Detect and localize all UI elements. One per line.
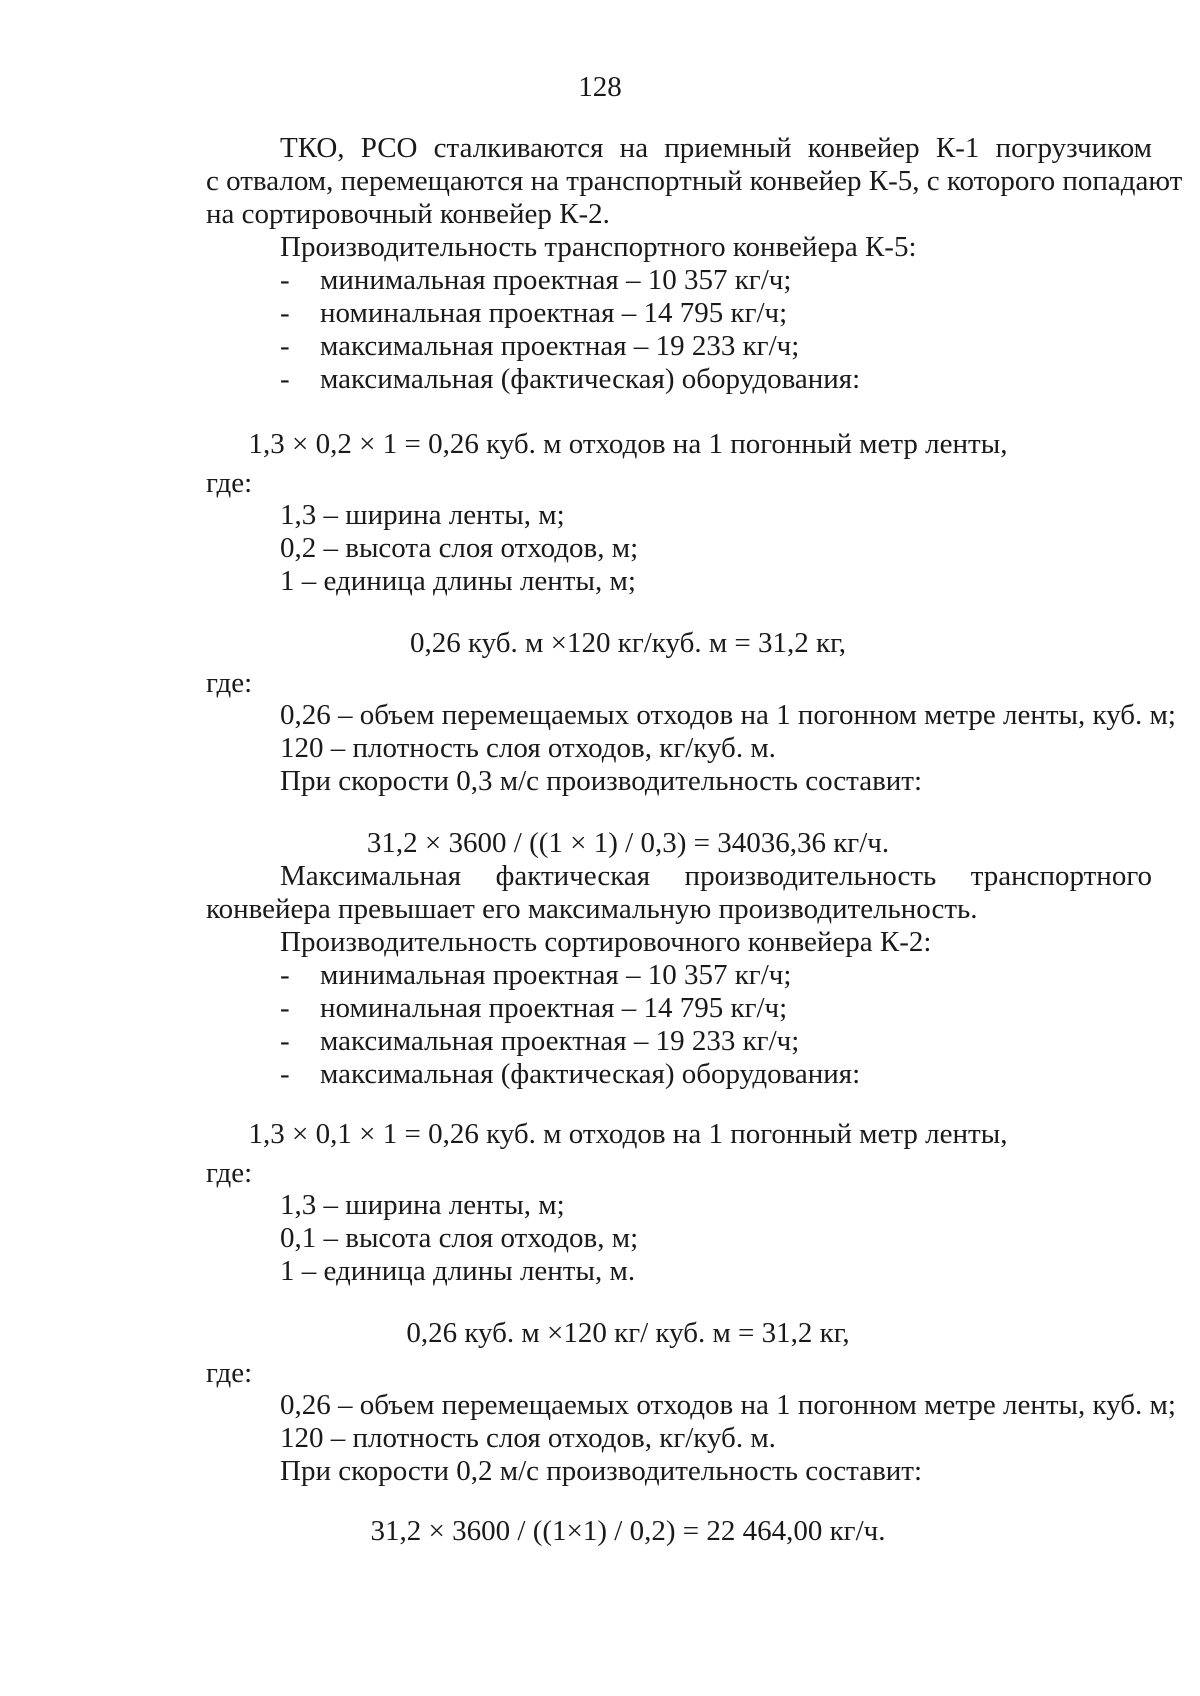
definition-line: 1,3 – ширина ленты, м; bbox=[280, 499, 565, 531]
list-item: - номинальная проектная – 14 795 кг/ч; bbox=[280, 992, 788, 1024]
formula: 0,26 куб. м ×120 кг/куб. м = 31,2 кг, bbox=[409, 627, 847, 659]
list-item: - максимальная проектная – 19 233 кг/ч; bbox=[280, 1025, 800, 1057]
paragraph-line: конвейера превышает его максимальную производительность. bbox=[206, 893, 978, 925]
definition-line: 120 – плотность слоя отходов, кг/куб. м. bbox=[280, 732, 776, 764]
list-item: - минимальная проектная – 10 357 кг/ч; bbox=[280, 264, 792, 296]
definition-line: 0,1 – высота слоя отходов, м; bbox=[280, 1222, 639, 1254]
formula: 0,26 куб. м ×120 кг/ куб. м = 31,2 кг, bbox=[406, 1317, 850, 1349]
list-item: - максимальная (фактическая) оборудования: bbox=[280, 1058, 861, 1090]
formula: 31,2 × 3600 / ((1 × 1) / 0,3) = 34036,36 кг/ч. bbox=[366, 827, 890, 859]
formula: 1,3 × 0,1 × 1 = 0,26 куб. м отходов на 1 погонный метр ленты, bbox=[248, 1118, 1008, 1150]
paragraph-line: на сортировочный конвейер К-2. bbox=[206, 198, 610, 230]
section-heading-k2: Производительность сортировочного конвейера К-2: bbox=[280, 926, 932, 958]
definition-line: При скорости 0,3 м/с производительность составит: bbox=[280, 765, 923, 797]
paragraph-line: Максимальная фактическая производительность транспортного bbox=[280, 860, 1152, 892]
formula: 31,2 × 3600 / ((1×1) / 0,2) = 22 464,00 кг/ч. bbox=[370, 1515, 886, 1547]
formula: 1,3 × 0,2 × 1 = 0,26 куб. м отходов на 1 погонный метр ленты, bbox=[248, 428, 1008, 460]
definition-line: 1 – единица длины ленты, м; bbox=[280, 565, 636, 597]
list-item: - максимальная (фактическая) оборудования: bbox=[280, 363, 861, 395]
definition-line: 0,2 – высота слоя отходов, м; bbox=[280, 532, 639, 564]
definition-line: 1 – единица длины ленты, м. bbox=[280, 1255, 636, 1287]
paragraph-line: с отвалом, перемещаются на транспортный конвейер К-5, с которого попадают bbox=[206, 165, 1183, 197]
definition-line: 0,26 – объем перемещаемых отходов на 1 погонном метре ленты, куб. м; bbox=[280, 699, 1176, 731]
definition-line: 0,26 – объем перемещаемых отходов на 1 погонном метре ленты, куб. м; bbox=[280, 1389, 1176, 1421]
page-number: 128 bbox=[578, 71, 622, 103]
where-label: где: bbox=[206, 667, 253, 699]
list-item: - максимальная проектная – 19 233 кг/ч; bbox=[280, 330, 800, 362]
definition-line: При скорости 0,2 м/с производительность составит: bbox=[280, 1455, 923, 1487]
definition-line: 1,3 – ширина ленты, м; bbox=[280, 1189, 565, 1221]
where-label: где: bbox=[206, 1157, 253, 1189]
paragraph-line: ТКО, РСО сталкиваются на приемный конвейер К-1 погрузчиком bbox=[280, 132, 1152, 164]
definition-line: 120 – плотность слоя отходов, кг/куб. м. bbox=[280, 1422, 776, 1454]
where-label: где: bbox=[206, 1357, 253, 1389]
list-item: - минимальная проектная – 10 357 кг/ч; bbox=[280, 959, 792, 991]
section-heading-k5: Производительность транспортного конвейера К-5: bbox=[280, 231, 917, 263]
list-item: - номинальная проектная – 14 795 кг/ч; bbox=[280, 297, 788, 329]
where-label: где: bbox=[206, 467, 253, 499]
